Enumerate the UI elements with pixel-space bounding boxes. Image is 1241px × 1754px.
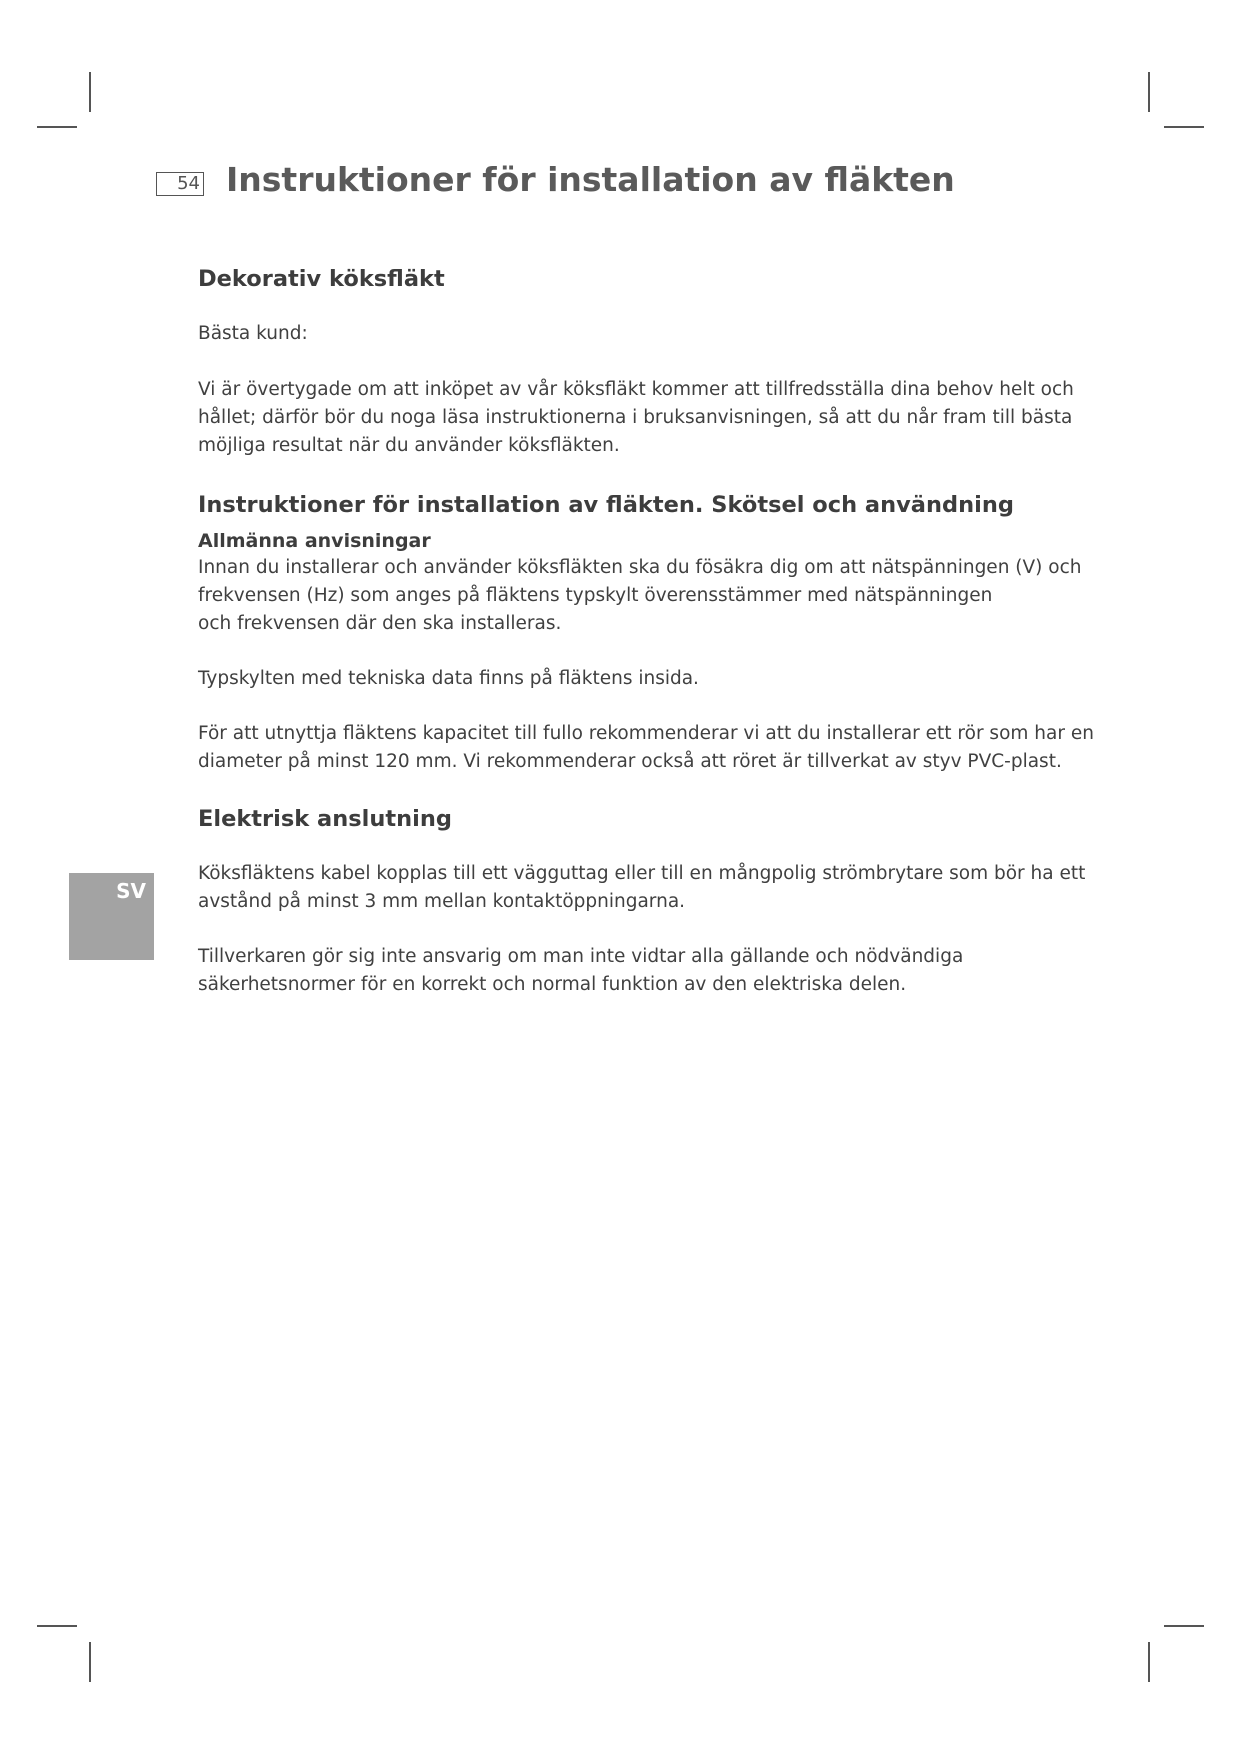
intro-line: hållet; därför bör du noga läsa instruktionerna i bruksanvisningen, så att du når fram till bästa [198,407,1073,428]
crop-mark [37,126,77,128]
section-heading-electrical: Elektrisk anslutning [198,806,452,832]
crop-mark [1164,126,1204,128]
intro-line: möjliga resultat när du använder köksfläkten. [198,435,620,456]
intro-line: Vi är övertygade om att inköpet av vår köksfläkt kommer att tillfredsställa dina behov helt och [198,379,1074,400]
liability-paragraph [198,943,1098,999]
page-title: Instruktioner för installation av fläkten [226,160,955,199]
liability-line: Tillverkaren gör sig inte ansvarig om man inte vidtar alla gällande och nödvändiga [198,946,964,967]
general-line: Innan du installerar och använder köksfläkten ska du fösäkra dig om att nätspänningen (V) och [198,557,1082,578]
pipe-paragraph [198,720,1098,776]
subheading-general: Allmänna anvisningar [198,530,431,552]
section-heading-decorative: Dekorativ köksfläkt [198,266,445,292]
cable-line: Köksfläktens kabel kopplas till ett vägguttag eller till en mångpolig strömbrytare som bör ha ett [198,863,1086,884]
language-tab-label: SV [116,879,146,903]
pipe-line: För att utnyttja fläktens kapacitet till fullo rekommenderar vi att du installerar ett rör som har en [198,723,1094,744]
crop-mark [1148,1642,1150,1682]
cable-paragraph [198,860,1098,916]
crop-mark [89,1642,91,1682]
crop-mark [1164,1625,1204,1627]
language-tab [69,873,154,960]
page-number: 54 [156,172,204,196]
liability-line: säkerhetsnormer för en korrekt och normal funktion av den elektriska delen. [198,974,907,995]
crop-mark [1148,72,1150,112]
greeting: Bästa kund: [198,323,308,344]
nameplate-paragraph: Typskylten med tekniska data finns på fläktens insida. [198,668,699,689]
document-body [198,266,1098,999]
general-paragraph [198,554,1098,638]
crop-mark [89,72,91,112]
cable-line: avstånd på minst 3 mm mellan kontaktöppningarna. [198,891,686,912]
pipe-line: diameter på minst 120 mm. Vi rekommenderar också att röret är tillverkat av styv PVC-plast. [198,751,1062,772]
general-line: och frekvensen där den ska installeras. [198,613,562,634]
general-line: frekvensen (Hz) som anges på fläktens typskylt överensstämmer med nätspänningen [198,585,993,606]
section-heading-installation: Instruktioner för installation av fläkten. Skötsel och användning [198,492,1014,518]
intro-paragraph [198,376,1098,460]
crop-mark [37,1625,77,1627]
